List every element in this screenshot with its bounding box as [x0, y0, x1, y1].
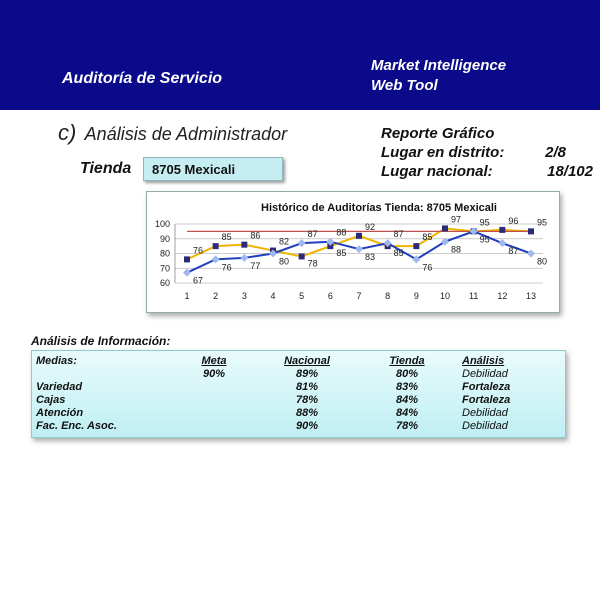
- x-tick-label: 9: [413, 291, 419, 301]
- data-label: 82: [279, 236, 290, 247]
- table-cell: Debilidad: [462, 407, 508, 419]
- table-cell: [176, 394, 252, 407]
- data-point: [240, 254, 248, 262]
- y-tick-label: 70: [159, 263, 170, 274]
- table-cell: Debilidad: [462, 420, 508, 432]
- table-row: [36, 368, 572, 381]
- tienda-label: Tienda: [80, 160, 132, 177]
- table-header-cell: Nacional: [284, 355, 330, 367]
- x-tick-label: 13: [525, 291, 537, 301]
- table-header-cell: Medias:: [36, 355, 77, 367]
- tool-title: [371, 56, 506, 96]
- section-heading: [58, 120, 287, 146]
- x-tick-label: 5: [299, 291, 305, 301]
- data-point: [298, 239, 306, 247]
- national-label: Lugar nacional:: [381, 163, 493, 180]
- data-point: [498, 239, 506, 247]
- table-row: [36, 407, 572, 420]
- data-label: 88: [336, 227, 347, 238]
- table-cell: [176, 407, 252, 420]
- table-cell: 90%: [295, 420, 319, 432]
- data-point: [355, 245, 363, 253]
- x-tick-label: 6: [327, 291, 333, 301]
- data-label: 87: [393, 229, 404, 240]
- tool-title-line2: Web Tool: [371, 77, 438, 94]
- data-label: 83: [365, 252, 376, 263]
- x-tick-label: 4: [270, 291, 276, 301]
- table-cell: 89%: [295, 368, 319, 380]
- table-header-cell: Meta: [201, 355, 227, 367]
- data-label: 85: [336, 248, 347, 259]
- data-point: [299, 253, 305, 259]
- table-cell: 84%: [395, 394, 419, 406]
- data-point: [241, 242, 247, 248]
- data-point: [442, 225, 448, 231]
- data-point: [183, 269, 191, 277]
- data-point: [499, 227, 505, 233]
- section-letter: c): [58, 120, 77, 145]
- table-cell: 80%: [395, 368, 419, 380]
- data-label: 80: [537, 256, 548, 267]
- table-cell: Atención: [36, 407, 84, 419]
- y-tick-label: 100: [154, 219, 170, 229]
- data-label: 92: [365, 221, 376, 232]
- table-cell: 83%: [395, 381, 419, 393]
- y-tick-label: 60: [159, 278, 170, 288]
- table-cell: 78%: [395, 420, 419, 432]
- y-tick-label: 80: [159, 248, 170, 259]
- data-label: 85: [393, 248, 404, 259]
- data-label: 87: [307, 229, 318, 240]
- history-chart: [146, 191, 560, 313]
- table-cell: Fortaleza: [462, 394, 511, 406]
- section-title: Análisis de Administrador: [84, 124, 288, 144]
- table-cell: Variedad: [36, 381, 83, 393]
- analysis-table-body: [36, 355, 572, 433]
- chart-title: Histórico de Auditorías Tienda: 8705 Mexicali: [261, 202, 497, 214]
- table-cell: [176, 381, 252, 394]
- app-title: Auditoría de Servicio: [62, 70, 223, 87]
- table-cell: 84%: [395, 407, 419, 419]
- table-cell: 88%: [295, 407, 319, 419]
- x-tick-label: 8: [385, 291, 391, 301]
- data-label: 95: [479, 217, 490, 228]
- data-label: 87: [508, 246, 519, 257]
- data-point: [413, 243, 419, 249]
- chart-svg: [147, 192, 559, 312]
- tienda-selector[interactable]: 8705 Mexicali: [143, 157, 283, 181]
- data-label: 76: [422, 262, 433, 273]
- table-cell: [176, 420, 252, 433]
- district-label: Lugar en distrito:: [381, 144, 505, 161]
- table-cell: [36, 368, 176, 381]
- data-label: 80: [279, 256, 290, 267]
- data-point: [527, 250, 535, 258]
- tool-title-line1: Market Intelligence: [371, 57, 507, 74]
- data-point: [213, 243, 219, 249]
- data-point: [528, 228, 534, 234]
- table-cell: Debilidad: [462, 368, 508, 380]
- data-label: 67: [193, 275, 204, 286]
- y-tick-label: 90: [159, 233, 170, 244]
- data-label: 95: [479, 234, 490, 245]
- x-tick-label: 12: [497, 291, 508, 301]
- data-label: 76: [193, 245, 204, 256]
- table-cell: 78%: [295, 394, 319, 406]
- table-row: [36, 381, 572, 394]
- data-label: 97: [451, 214, 462, 225]
- data-label: 85: [221, 232, 232, 243]
- data-label: 78: [307, 258, 318, 269]
- report-title: Reporte Gráfico: [381, 125, 495, 142]
- data-label: 95: [537, 217, 548, 228]
- data-point: [212, 255, 220, 263]
- table-row: [36, 420, 572, 433]
- table-row: [36, 394, 572, 407]
- x-tick-label: 11: [468, 291, 479, 301]
- table-cell: 90%: [202, 368, 226, 380]
- table-cell: Cajas: [36, 394, 66, 406]
- table-cell: 81%: [295, 381, 319, 393]
- national-value: 18/102: [547, 163, 593, 180]
- data-point: [184, 256, 190, 262]
- data-label: 77: [250, 260, 261, 271]
- table-header-cell: Análisis: [462, 355, 505, 367]
- district-value: 2/8: [545, 144, 566, 161]
- analysis-title: Análisis de Información:: [31, 334, 171, 348]
- table-header: [36, 355, 572, 368]
- data-point: [356, 233, 362, 239]
- x-tick-label: 1: [184, 291, 190, 301]
- table-cell: Fac. Enc. Asoc.: [36, 420, 117, 432]
- data-label: 86: [250, 230, 261, 241]
- x-tick-label: 10: [439, 291, 451, 301]
- analysis-table: [31, 350, 566, 438]
- header-banner: [0, 0, 600, 110]
- table-header-cell: Tienda: [389, 355, 425, 367]
- data-label: 96: [508, 215, 519, 226]
- x-tick-label: 2: [213, 291, 219, 301]
- data-label: 76: [221, 262, 232, 273]
- x-tick-label: 3: [241, 291, 247, 301]
- data-label: 88: [451, 244, 462, 255]
- table-cell: Fortaleza: [462, 381, 511, 393]
- report-summary: [381, 124, 593, 181]
- data-label: 85: [422, 232, 433, 243]
- x-tick-label: 7: [356, 291, 362, 301]
